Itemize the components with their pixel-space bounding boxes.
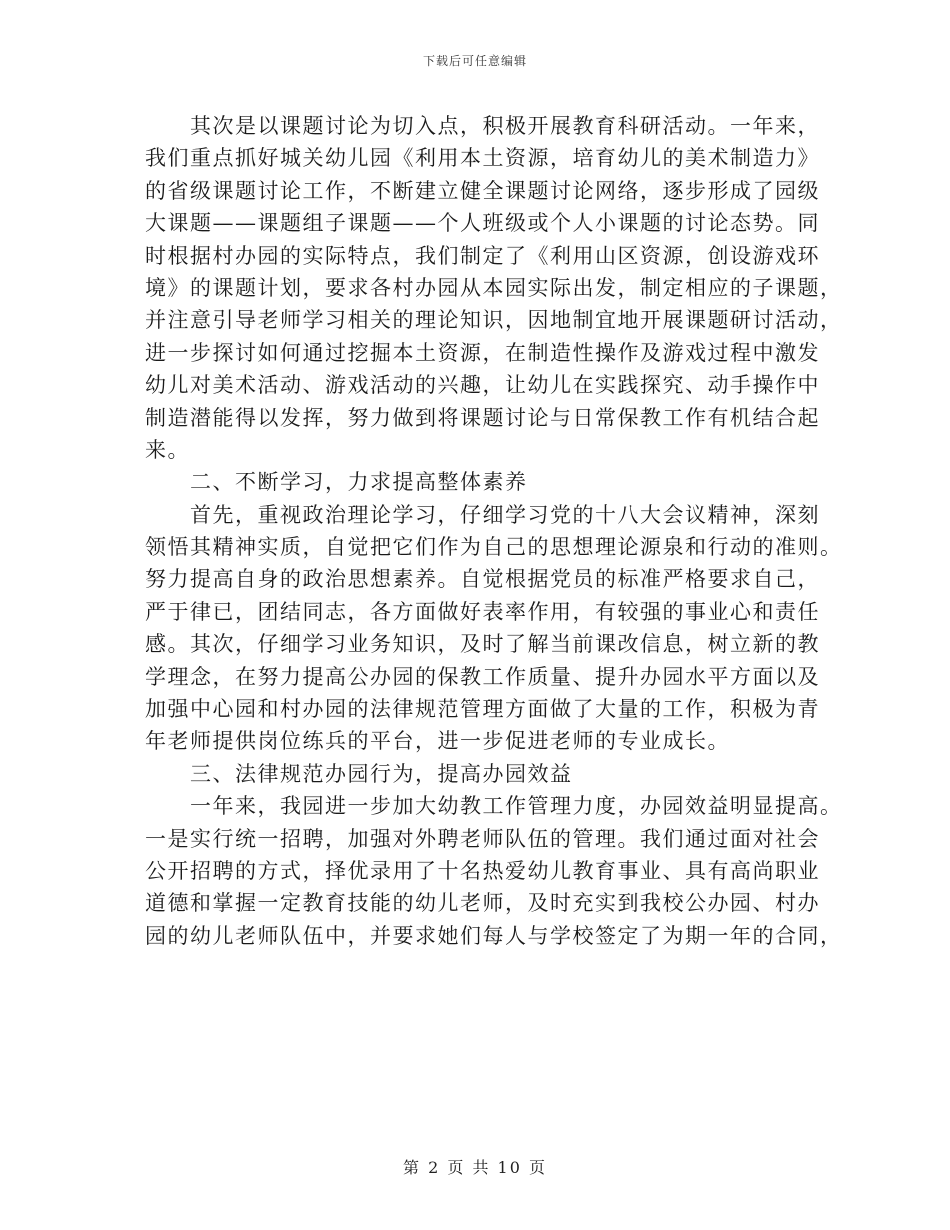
text-line: 来。 xyxy=(145,437,190,462)
text-line: 一是实行统一招聘，加强对外聘老师队伍的管理。我们通过面对社会 xyxy=(145,826,820,851)
text-line: 境》的课题计划，要求各村办园从本园实际出发，制定相应的子课题， xyxy=(145,275,843,300)
text-line: 年老师提供岗位练兵的平台，进一步促进老师的专业成长。 xyxy=(145,729,730,754)
text-line: 努力提高自身的政治思想素养。自觉根据党员的标准严格要求自己， xyxy=(145,567,820,592)
text-line: 其次是以课题讨论为切入点，积极开展教育科研活动。一年来， xyxy=(145,114,820,138)
section-heading: 三、法律规范办园行为，提高办园效益 xyxy=(145,761,573,786)
text-line: 幼儿对美术活动、游戏活动的兴趣，让幼儿在实践探究、动手操作中 xyxy=(145,373,820,398)
text-line: 感。其次，仔细学习业务知识，及时了解当前课改信息，树立新的教 xyxy=(145,632,820,657)
document-body xyxy=(145,110,843,952)
text-line: 进一步探讨如何通过挖掘本土资源，在制造性操作及游戏过程中激发 xyxy=(145,340,820,365)
text-line: 首先，重视政治理论学习，仔细学习党的十八大会议精神，深刻 xyxy=(145,502,820,527)
section-heading: 二、不断学习，力求提高整体素养 xyxy=(145,470,528,495)
text-line: 领悟其精神实质，自觉把它们作为自己的思想理论源泉和行动的准则。 xyxy=(145,535,843,560)
text-line: 公开招聘的方式，择优录用了十名热爱幼儿教育事业、具有高尚职业 xyxy=(145,858,820,883)
text-line: 的省级课题讨论工作，不断建立健全课题讨论网络，逐步形成了园级 xyxy=(145,178,820,203)
text-line: 加强中心园和村办园的法律规范管理方面做了大量的工作，积极为青 xyxy=(145,697,820,722)
text-line: 园的幼儿老师队伍中，并要求她们每人与学校签定了为期一年的合同， xyxy=(145,923,843,948)
text-line: 道德和掌握一定教育技能的幼儿老师，及时充实到我校公办园、村办 xyxy=(145,891,820,916)
text-line: 制造潜能得以发挥，努力做到将课题讨论与日常保教工作有机结合起 xyxy=(145,405,820,430)
text-line: 大课题——课题组子课题——个人班级或个人小课题的讨论态势。同 xyxy=(145,211,820,236)
text-line: 并注意引导老师学习相关的理论知识，因地制宜地开展课题研讨活动， xyxy=(145,308,843,333)
text-line: 我们重点抓好城关幼儿园《利用本土资源，培育幼儿的美术制造力》 xyxy=(145,146,820,171)
text-line: 一年来，我园进一步加大幼教工作管理力度，办园效益明显提高。 xyxy=(145,794,843,819)
page-number-footer: 第 2 页 共 10 页 xyxy=(403,1158,547,1177)
text-line: 学理念，在努力提高公办园的保教工作质量、提升办园水平方面以及 xyxy=(145,664,820,689)
text-line: 时根据村办园的实际特点，我们制定了《利用山区资源，创设游戏环 xyxy=(145,243,820,268)
text-line: 严于律已，团结同志，各方面做好表率作用，有较强的事业心和责任 xyxy=(145,599,820,624)
page-header-note: 下载后可任意编辑 xyxy=(422,54,527,68)
